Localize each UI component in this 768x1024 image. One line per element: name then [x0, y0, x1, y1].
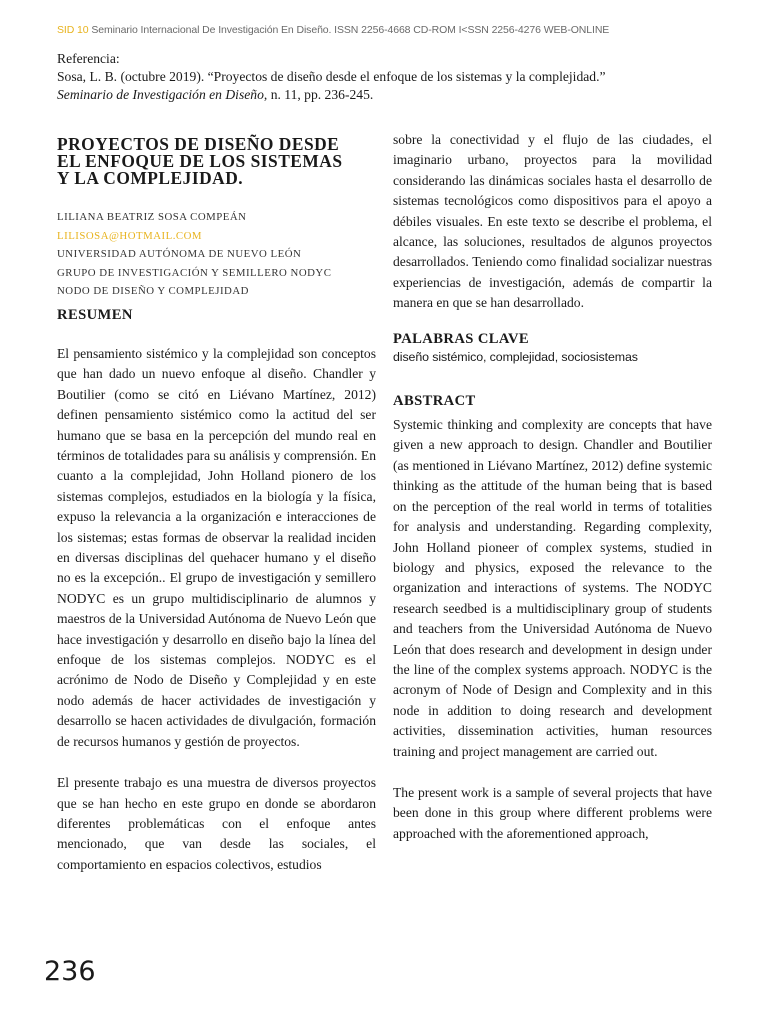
keywords-block [393, 329, 712, 366]
author-affiliation: NODO DE DISEÑO Y COMPLEJIDAD [57, 285, 249, 298]
reference-citation: Sosa, L. B. (octubre 2019). “Proyectos de diseño desde el enfoque de los sistemas y la complejidad.” [57, 69, 606, 84]
abstract-heading: ABSTRACT [393, 393, 476, 410]
resumen-paragraph-continued: sobre la conectividad y el flujo de las ciudades, el imaginario urbano, proyectos para la movilidad considerando las dinámicas sociales hasta el desarrollo de sistemas tecnológicos como dispositivos para el apoyo a débiles visuales. En este texto se describe el problema, el alcance, las soluciones, resultados de algunos proyectos desarrollados. Teniendo como finalidad socializar nuestras experiencias de investigación, además de compartir la manera en que se han desarrollado. [393, 132, 712, 311]
keywords-heading: PALABRAS CLAVE [393, 330, 530, 347]
author-email-link[interactable]: LILISOSA@HOTMAIL.COM [57, 229, 203, 242]
resumen-heading: RESUMEN [57, 306, 133, 323]
reference-journal-line [57, 86, 717, 104]
running-head [57, 24, 609, 36]
reference-journal: Seminario de Investigación en Diseño [57, 87, 264, 102]
running-head-text: Seminario Internacional De Investigación En Diseño. ISSN 2256-4668 CD-ROM I<SSN 2256-4276 WEB-ONLINE [91, 24, 610, 36]
page-number: 236 [44, 956, 96, 987]
author-affiliation: UNIVERSIDAD AUTÓNOMA DE NUEVO LEÓN [57, 248, 302, 261]
paper-title [57, 136, 376, 187]
resumen-paragraph: El presente trabajo es una muestra de diversos proyectos que se han hecho en este grupo en donde se abordaron diferentes problemáticas con el enfoque antes mencionado, que van desde las sociales, el comportamiento en espacios colectivos, estudios [57, 775, 376, 872]
reference-label: Referencia: [57, 51, 120, 66]
left-column [57, 132, 376, 875]
abstract-paragraph: Systemic thinking and complexity are concepts that have given a new approach to design. Chandler and Boutilier (as mentioned in Liévano Martínez, 2012) define systemic thinking as the attitude of the human being that is based on the perception of the real world in terms of totalities for analysis and understanding. Regarding complexity, John Holland pioneer of complex systems, studied in biology and physics, exposed the relevance to the organization and interactions of systems. The NODYC research seedbed is a multidisciplinary group of students and teachers from the Universidad Autónoma de Nuevo León that does research and development in design under the line of the complex systems approach. NODYC is the acronym of Node of Design and Complexity and in this node in addition to doing research and development activities, dissemination activities, human resources training and project management are carried out. [393, 417, 712, 759]
author-affiliation: GRUPO DE INVESTIGACIÓN Y SEMILLERO NODYC [57, 266, 332, 279]
author-block [57, 208, 376, 301]
paper-title-line: Y LA COMPLEJIDAD. [57, 168, 244, 188]
reference-block [57, 50, 717, 104]
author-name: LILIANA BEATRIZ SOSA COMPEÁN [57, 211, 247, 223]
abstract-paragraph: The present work is a sample of several projects that have been done in this group where different problems were approached with the aforementioned approach, [393, 784, 712, 841]
paper-title-line: EL ENFOQUE DE LOS SISTEMAS [57, 151, 343, 171]
keywords-text: diseño sistémico, complejidad, sociosistemas [393, 350, 638, 365]
abstract-block [393, 391, 712, 844]
running-head-sid: SID 10 [57, 24, 89, 36]
paper-title-line: PROYECTOS DE DISEÑO DESDE [57, 134, 340, 154]
right-column [393, 130, 712, 844]
resumen-paragraph: El pensamiento sistémico y la complejidad son conceptos que han dado un nuevo enfoque al diseño. Chandler y Boutilier (como se citó en Liévano Martínez, 2012) definen pensamiento sistémico como la actitud del ser humano que se basa en la percepción del mundo real en términos de totalidades para su análisis y comprensión. En cuanto a la complejidad, John Holland pionero de los sistemas complejos, estudiados en la biología y la física, expuso la relevancia a la organización e interacciones de los sistemas; estas formas de observar la realidad inciden en diversas disciplinas del quehacer humano y el diseño no es la excepción.. El grupo de investigación y semillero NODYC es un grupo multidisciplinario de alumnos y maestros de la Universidad Autónoma de Nuevo León que hace investigación y desarrollo en diseño bajo la línea del enfoque de los sistemas complejos. NODYC es el acrónimo de Nodo de Diseño y Complejidad y en este nodo además de hacer actividades de investigación y desarrollo se hacen actividades de divulgación, formación de recursos humanos y gestión de proyectos. [57, 345, 376, 749]
reference-details: , n. 11, pp. 236-245. [263, 87, 374, 102]
